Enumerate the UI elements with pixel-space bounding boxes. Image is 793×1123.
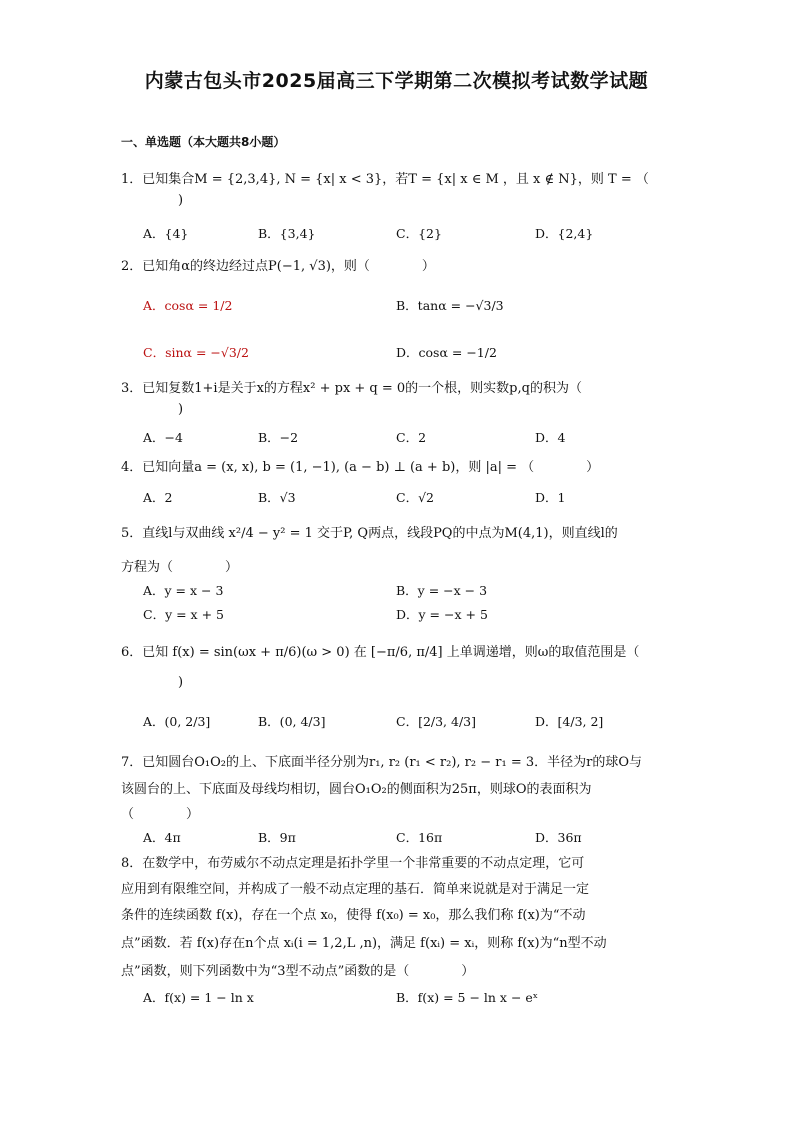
question-5-option-a: A．y = x − 3	[143, 583, 224, 598]
question-6-stem: 6．已知 f(x) = sin(ωx + π/6)(ω > 0) 在 [−π/6, π/4] 上单调递增，则ω的取值范围是（	[121, 645, 640, 660]
question-8-option-b: B．f(x) = 5 − ln x − eˣ	[396, 990, 539, 1005]
question-1-option-b: B．{3,4}	[258, 226, 316, 241]
question-3-option-d: D．4	[535, 430, 566, 445]
question-4-stem: 4．已知向量a = (x, x), b = (1, −1), (a − b) ⊥ (a + b)，则 |a| = （ ）	[121, 460, 600, 475]
question-2-stem: 2．已知角α的终边经过点P(−1, √3)，则（ ）	[121, 259, 435, 274]
question-3-stem: 3．已知复数1+i是关于x的方程x² + px + q = 0的一个根，则实数p,q的积为（	[121, 381, 582, 396]
question-1-option-a: A．{4}	[143, 226, 189, 241]
question-5-option-b: B．y = −x − 3	[396, 583, 488, 598]
question-8-line-2: 应用到有限维空间，并构成了一般不动点定理的基石．简单来说就是对于满足一定	[121, 882, 590, 897]
question-8-line-3: 条件的连续函数 f(x)，存在一个点 x₀，使得 f(x₀) = x₀，那么我们称 f(x)为“不动	[121, 908, 586, 923]
question-6-option-b: B．(0, 4/3]	[258, 714, 326, 729]
question-6-close: )	[178, 675, 184, 690]
question-4-option-b: B．√3	[258, 490, 296, 505]
question-5-stem-continued: 方程为（ ）	[121, 560, 239, 575]
question-7-option-a: A．4π	[143, 830, 181, 845]
question-1-option-c: C．{2}	[396, 226, 442, 241]
question-4-option-d: D．1	[535, 490, 566, 505]
question-5-option-c: C．y = x + 5	[143, 607, 224, 622]
page-title: 内蒙古包头市2025届高三下学期第二次模拟考试数学试题	[144, 70, 649, 92]
question-1-option-d: D．{2,4}	[535, 226, 594, 241]
question-8-line-1: 8．在数学中，布劳威尔不动点定理是拓扑学里一个非常重要的不动点定理，它可	[121, 856, 585, 871]
question-3-option-a: A．−4	[143, 430, 183, 445]
question-3-close: )	[178, 402, 184, 417]
question-4-option-c: C．√2	[396, 490, 434, 505]
question-7-option-c: C．16π	[396, 830, 443, 845]
question-8-option-a: A．f(x) = 1 − ln x	[143, 990, 254, 1005]
question-7-line-1: 7．已知圆台O₁O₂的上、下底面半径分别为r₁, r₂ (r₁ < r₂), r₂ − r₁ = 3．半径为r的球O与	[121, 755, 642, 770]
question-2-option-a: A．cosα = 1/2	[143, 298, 233, 313]
question-4-option-a: A．2	[143, 490, 173, 505]
question-3-option-c: C．2	[396, 430, 427, 445]
question-7-line-2: 该圆台的上、下底面及母线均相切，圆台O₁O₂的侧面积为25π，则球O的表面积为	[121, 782, 592, 797]
question-2-option-b: B．tanα = −√3/3	[396, 298, 504, 313]
question-5-stem: 5．直线l与双曲线 x²/4 − y² = 1 交于P, Q两点，线段PQ的中点为M(4,1)，则直线l的	[121, 526, 618, 541]
question-1-close: )	[178, 193, 184, 208]
question-1-stem: 1．已知集合M = {2,3,4}, N = {x| x < 3}，若T = {x| x ∈ M ，且 x ∉ N}，则 T = （	[121, 172, 649, 187]
question-8-line-4: 点”函数．若 f(x)存在n个点 xᵢ(i = 1,2,L ,n)，满足 f(xᵢ) = xᵢ，则称 f(x)为“n型不动	[121, 936, 607, 951]
question-7-option-d: D．36π	[535, 830, 582, 845]
question-6-option-c: C．[2/3, 4/3]	[396, 714, 476, 729]
question-8-line-5: 点”函数，则下列函数中为“3型不动点”函数的是（ ）	[121, 964, 475, 979]
question-7-option-b: B．9π	[258, 830, 296, 845]
section-heading: 一、单选题（本大题共8小题）	[121, 135, 286, 149]
question-2-option-c: C．sinα = −√3/2	[143, 345, 249, 360]
question-3-option-b: B．−2	[258, 430, 299, 445]
question-2-option-d: D．cosα = −1/2	[396, 345, 497, 360]
question-6-option-d: D．[4/3, 2]	[535, 714, 604, 729]
question-7-line-3: （ ）	[121, 807, 200, 822]
question-5-option-d: D．y = −x + 5	[396, 607, 488, 622]
question-6-option-a: A．(0, 2/3]	[143, 714, 211, 729]
